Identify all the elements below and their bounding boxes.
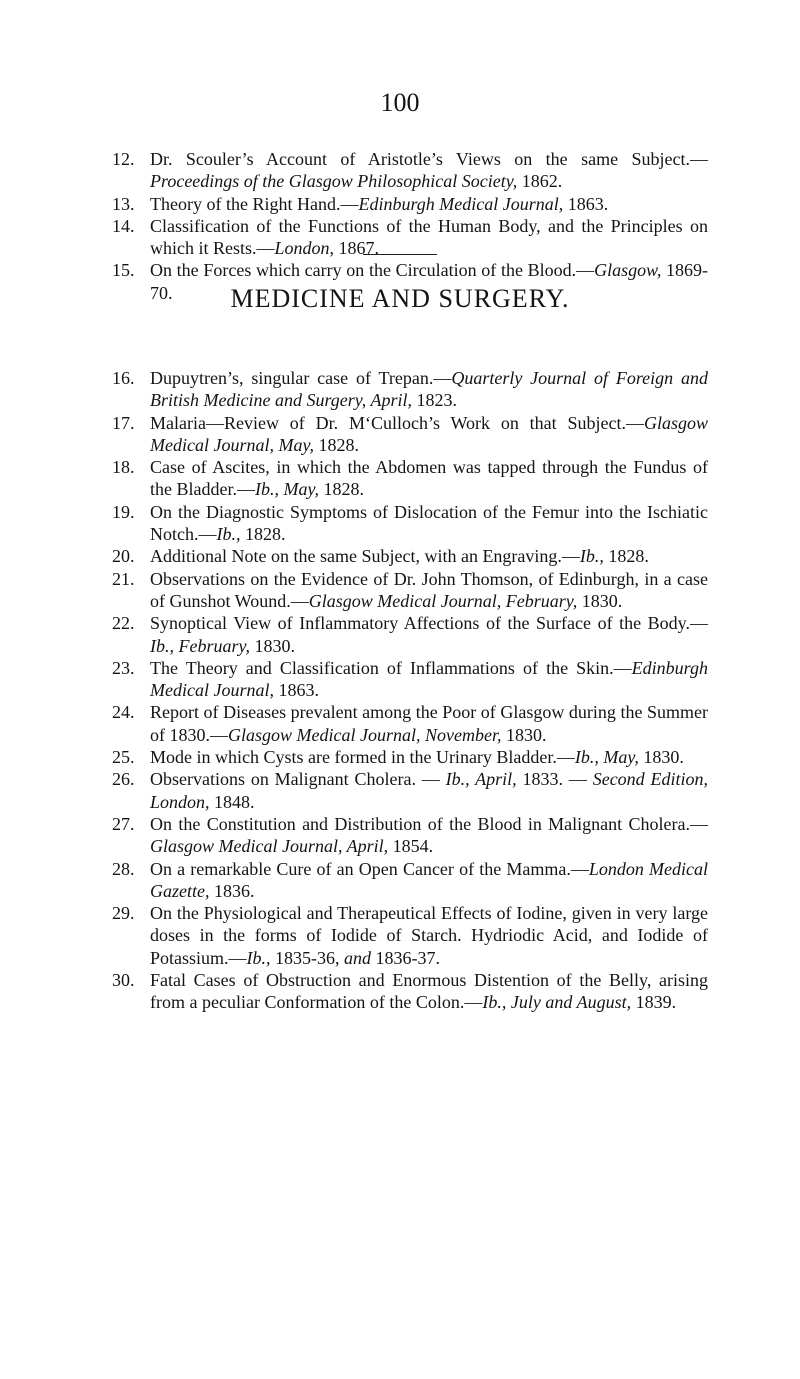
entry-number: 18.: [112, 457, 135, 478]
entry-title: Observations on Malignant Cholera. —: [150, 769, 446, 790]
entry-year: 1863.: [273, 680, 319, 701]
entry-number: 23.: [112, 657, 135, 678]
entry-title: Synoptical View of Inflammatory Affections of the Surface of the Body.—: [150, 613, 708, 634]
entry-source: Ib.,: [216, 524, 241, 545]
entry-title: Additional Note on the same Subject, with an Engraving.—: [150, 546, 580, 567]
entry-year: 1828.: [240, 524, 286, 545]
entry-year: 1839.: [631, 992, 677, 1013]
entry-source: Edinburgh Medical Journal,: [358, 193, 564, 214]
entry-year: 1830.: [249, 635, 295, 656]
entry-source-extra: Second Edition, London,: [150, 769, 709, 812]
entry-number: 14.: [112, 215, 135, 236]
publication-entry: [112, 768, 708, 813]
publication-entry: [112, 545, 708, 567]
entry-year: 1833. —: [516, 769, 593, 790]
publication-entry: [112, 568, 708, 613]
publication-entry: [112, 148, 708, 193]
publication-entry: [112, 813, 708, 858]
entry-year: 1828.: [313, 434, 359, 455]
entry-source: Ib., February,: [150, 635, 250, 656]
publication-entry: [112, 412, 708, 457]
entry-title: Fatal Cases of Obstruction and Enormous Distention of the Belly, arising from a peculiar Conformation of the Colon.—: [150, 970, 708, 1013]
entry-year: 1869-70.: [150, 260, 708, 303]
entry-number: 28.: [112, 858, 135, 879]
page-number: 100: [380, 88, 420, 117]
publication-entry: [112, 902, 708, 969]
entry-number: 22.: [112, 613, 135, 634]
entry-source: Ib.,: [246, 947, 271, 968]
section-heading: MEDICINE AND SURGERY.: [230, 284, 570, 313]
publication-entry: [112, 969, 708, 1014]
entry-number: 26.: [112, 769, 135, 790]
publication-entry: [112, 367, 708, 412]
publication-entry: [112, 612, 708, 657]
entry-year: 1828.: [318, 479, 364, 500]
entry-number: 16.: [112, 368, 135, 388]
publication-entry: [112, 701, 708, 746]
entry-year: 1854.: [388, 836, 434, 857]
publication-entry: [112, 746, 708, 768]
entry-year: 1830.: [577, 590, 623, 611]
entry-title: On a remarkable Cure of an Open Cancer of the Mamma.—: [150, 858, 589, 879]
entry-year: 1823.: [411, 390, 457, 411]
entry-year: 1863.: [563, 193, 609, 214]
entry-title: Observations on the Evidence of Dr. John Thomson, of Edinburgh, in a case of Gunshot Wound.—: [150, 568, 708, 611]
entry-source: Ib., July and August,: [482, 992, 632, 1013]
entry-source: Edinburgh Medical Journal,: [150, 657, 708, 701]
entry-source: London,: [274, 238, 335, 259]
publication-entry: [112, 657, 708, 702]
entry-title: Report of Diseases prevalent among the Poor of Glasgow during the Summer of 1830.—: [150, 702, 708, 745]
entry-number: 19.: [112, 501, 135, 522]
entry-number: 20.: [112, 546, 135, 567]
entry-title: Malaria—Review of Dr. M‘Culloch’s Work on that Subject.—: [150, 412, 644, 433]
entry-title: The Theory and Classification of Inflammations of the Skin.—: [150, 657, 632, 678]
entry-year: 1828.: [603, 546, 649, 567]
entry-title: On the Physiological and Therapeutical Effects of Iodine, given in very large doses in the forms of Iodide of Starch. Hydriodic Acid, and Iodide of Potassium.—: [150, 903, 708, 968]
entry-number: 24.: [112, 702, 135, 723]
entry-year: 1835-36,: [270, 947, 345, 968]
entry-source: Ib., May,: [574, 747, 639, 768]
entry-source: Glasgow Medical Journal, February,: [308, 590, 578, 611]
entry-number: 21.: [112, 568, 135, 589]
entry-number: 12.: [112, 149, 135, 169]
entry-number: 30.: [112, 970, 135, 991]
entry-title: Theory of the Right Hand.—: [150, 193, 359, 214]
entry-year: 1862.: [517, 171, 563, 192]
entry-title: On the Diagnostic Symptoms of Dislocation of the Femur into the Ischiatic Notch.—: [150, 501, 708, 545]
entry-year: 1830.: [501, 724, 547, 745]
entry-year-extra: 1836-37.: [371, 947, 441, 968]
entry-title: On the Forces which carry on the Circulation of the Blood.—: [150, 260, 595, 281]
entry-source: Quarterly Journal of Foreign and British Medicine and Surgery, April,: [150, 368, 708, 411]
publication-list-medicine-surgery: [112, 367, 708, 1014]
entry-source: Glasgow Medical Journal, May,: [150, 412, 708, 455]
publication-entry: [112, 456, 708, 501]
entry-number: 13.: [112, 193, 135, 214]
entry-source: London Medical Gazette,: [150, 858, 708, 901]
entry-title: On the Constitution and Distribution of the Blood in Malignant Cholera.—: [150, 813, 708, 834]
entry-title: Case of Ascites, in which the Abdomen was tapped through the Fundus of the Bladder.—: [150, 457, 708, 500]
entry-source: Glasgow,: [594, 260, 662, 281]
entry-number: 25.: [112, 747, 135, 768]
entry-source: Proceedings of the Glasgow Philosophical Society,: [150, 171, 518, 192]
entry-title: Classification of the Functions of the Human Body, and the Principles on which it Rests.—: [150, 215, 708, 259]
publication-entry: [112, 501, 708, 546]
entry-number: 27.: [112, 813, 135, 834]
publication-list-before: [112, 148, 708, 304]
publication-entry: [112, 215, 708, 260]
entry-number: 17.: [112, 412, 135, 433]
entry-title: Dr. Scouler’s Account of Aristotle’s Views on the same Subject.—: [150, 149, 708, 169]
entry-year-extra: 1848.: [209, 791, 255, 812]
entry-source: Ib., April,: [445, 769, 517, 790]
entry-source: Ib.,: [579, 546, 604, 567]
entry-number: 29.: [112, 903, 135, 924]
entry-title: Dupuytren’s, singular case of Trepan.—: [150, 368, 452, 388]
entry-year: 1867.: [334, 238, 380, 259]
section-divider: [363, 254, 437, 255]
entry-title: Mode in which Cysts are formed in the Urinary Bladder.—: [150, 747, 575, 768]
entry-year: 1836.: [209, 880, 255, 901]
entry-number: 15.: [112, 260, 135, 281]
entry-source-extra: and: [344, 947, 372, 968]
entry-year: 1830.: [638, 747, 684, 768]
publication-entry: [112, 858, 708, 903]
entry-source: Glasgow Medical Journal, November,: [228, 724, 502, 745]
entry-source: Glasgow Medical Journal, April,: [150, 836, 389, 857]
publication-entry: [112, 193, 708, 215]
entry-source: Ib., May,: [254, 479, 319, 500]
